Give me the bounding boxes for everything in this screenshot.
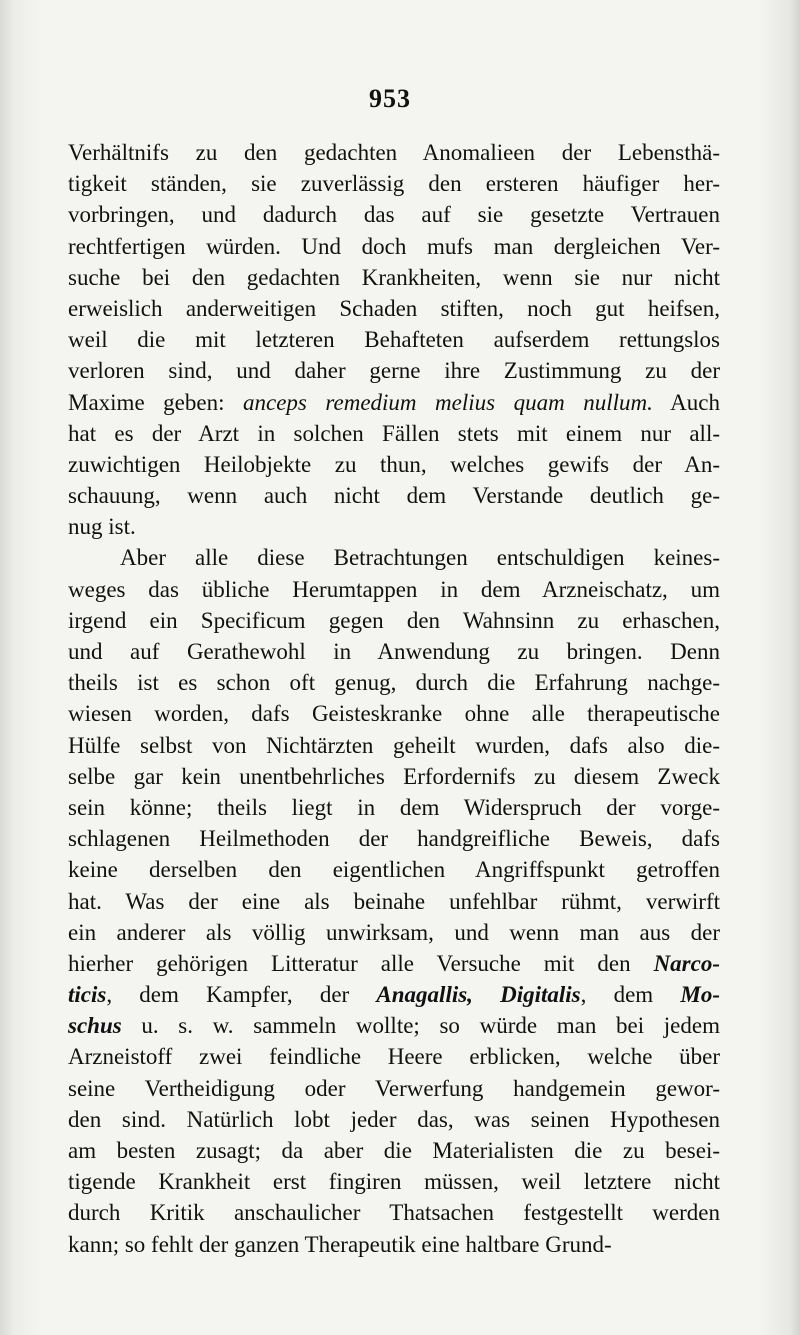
text-line xyxy=(68,480,720,511)
text-run: selbe gar kein unentbehrliches Erfordernifs zu diesem Zweck xyxy=(68,763,720,789)
text-line xyxy=(68,636,720,667)
text-line xyxy=(68,1229,720,1260)
text-run: zuwichtigen Heilobjekte zu thun, welches gewifs der An- xyxy=(68,451,720,477)
text-run: Mo- xyxy=(680,982,720,1008)
text-run: ein anderer als völlig unwirksam, und wenn man aus der xyxy=(68,919,720,945)
text-line xyxy=(68,761,720,792)
text-run: Anagallis, Digitalis xyxy=(376,982,581,1008)
text-run: hierher gehörigen Litteratur alle Versuche mit den xyxy=(68,950,654,976)
text-run: rechtfertigen würden. Und doch mufs man dergleichen Ver- xyxy=(68,233,720,259)
text-run: hat. Was der eine als beinahe unfehlbar rühmt, verwirft xyxy=(68,888,720,914)
text-run: tigkeit ständen, sie zuverlässig den ersteren häufiger her- xyxy=(68,171,720,197)
text-run: u. s. w. sammeln wollte; so würde man bei jedem xyxy=(121,1013,720,1039)
text-run: theils ist es schon oft genug, durch die Erfahrung nachge- xyxy=(68,670,720,696)
text-run: anceps remedium melius quam nullum. xyxy=(243,389,653,415)
text-run: Maxime geben: xyxy=(68,389,244,415)
text-line xyxy=(68,605,720,636)
text-run: Arzneistoff zwei feindliche Heere erblicken, welche über xyxy=(68,1044,720,1070)
text-run: kann; so fehlt der ganzen Therapeutik eine haltbare Grund- xyxy=(68,1231,612,1257)
page-number: 953 xyxy=(369,84,411,113)
text-line xyxy=(68,1041,720,1072)
text-run: , dem xyxy=(580,982,681,1008)
text-line xyxy=(68,449,720,480)
text-run: Hülfe selbst von Nichtärzten geheilt wurden, dafs also die- xyxy=(68,732,720,758)
text-line xyxy=(68,542,720,573)
text-line xyxy=(68,1073,720,1104)
text-line xyxy=(68,823,720,854)
text-line xyxy=(68,137,720,168)
text-run: hat es der Arzt in solchen Fällen stets mit einem nur all- xyxy=(68,420,720,446)
text-run: Narco- xyxy=(653,950,720,976)
text-run: durch Kritik anschaulicher Thatsachen festgestellt werden xyxy=(68,1200,720,1226)
text-line xyxy=(68,199,720,230)
text-line xyxy=(68,262,720,293)
text-line xyxy=(68,324,720,355)
text-run: weil die mit letzteren Behafteten aufserdem rettungslos xyxy=(68,327,720,353)
text-run: keine derselben den eigentlichen Angriffspunkt getroffen xyxy=(68,857,720,883)
text-run: weges das übliche Herumtappen in dem Arzneischatz, um xyxy=(68,576,720,602)
text-line xyxy=(68,1166,720,1197)
paragraph xyxy=(68,542,720,1259)
text-line xyxy=(68,293,720,324)
text-line xyxy=(68,886,720,917)
text-run: schauung, wenn auch nicht dem Verstande deutlich ge- xyxy=(68,483,720,509)
text-line xyxy=(68,1010,720,1041)
text-line xyxy=(68,231,720,262)
text-run: ticis xyxy=(68,982,107,1008)
text-line xyxy=(68,698,720,729)
text-run: und auf Gerathewohl in Anwendung zu bringen. Denn xyxy=(68,639,720,664)
text-line xyxy=(68,387,720,418)
text-line xyxy=(68,418,720,449)
text-line xyxy=(68,168,720,199)
text-line xyxy=(68,511,720,542)
body-text xyxy=(68,137,720,1260)
text-run: schlagenen Heilmethoden der handgreifliche Beweis, dafs xyxy=(68,826,720,852)
text-run: sein könne; theils liegt in dem Widerspruch der vorge- xyxy=(68,794,720,820)
text-line xyxy=(68,1197,720,1228)
text-run: Verhältnifs zu den gedachten Anomalieen der Lebensthä- xyxy=(68,140,720,165)
text-line xyxy=(68,574,720,605)
text-run: Aber alle diese Betrachtungen entschuldigen keines- xyxy=(120,545,720,571)
paragraph xyxy=(68,137,720,542)
text-line xyxy=(68,1104,720,1135)
text-run: erweislich anderweitigen Schaden stiften, noch gut heifsen, xyxy=(68,295,720,321)
text-line xyxy=(68,948,720,979)
text-run: den sind. Natürlich lobt jeder das, was seinen Hypothesen xyxy=(68,1106,720,1132)
text-run: schus xyxy=(68,1013,122,1039)
text-run: vorbringen, und dadurch das auf sie gesetzte Vertrauen xyxy=(68,202,720,228)
text-line xyxy=(68,730,720,761)
text-run: verloren sind, und daher gerne ihre Zustimmung zu der xyxy=(68,358,720,384)
text-run: tigende Krankheit erst fingiren müssen, weil letztere nicht xyxy=(68,1169,720,1195)
text-line xyxy=(68,1135,720,1166)
text-line xyxy=(68,979,720,1010)
text-run: wiesen worden, dafs Geisteskranke ohne alle therapeutische xyxy=(68,701,720,727)
text-line xyxy=(68,917,720,948)
text-run: suche bei den gedachten Krankheiten, wenn sie nur nicht xyxy=(68,264,720,290)
text-line xyxy=(68,854,720,885)
text-line xyxy=(68,792,720,823)
text-run: irgend ein Specificum gegen den Wahnsinn zu erhaschen, xyxy=(68,607,720,633)
text-run: , dem Kampfer, der xyxy=(106,982,377,1008)
text-line xyxy=(68,667,720,698)
text-run: nug ist. xyxy=(68,514,136,540)
text-line xyxy=(68,355,720,386)
text-run: am besten zusagt; da aber die Materialisten die zu besei- xyxy=(68,1138,720,1163)
text-run: seine Vertheidigung oder Verwerfung handgemein gewor- xyxy=(68,1075,720,1101)
text-run: Auch xyxy=(652,389,720,415)
